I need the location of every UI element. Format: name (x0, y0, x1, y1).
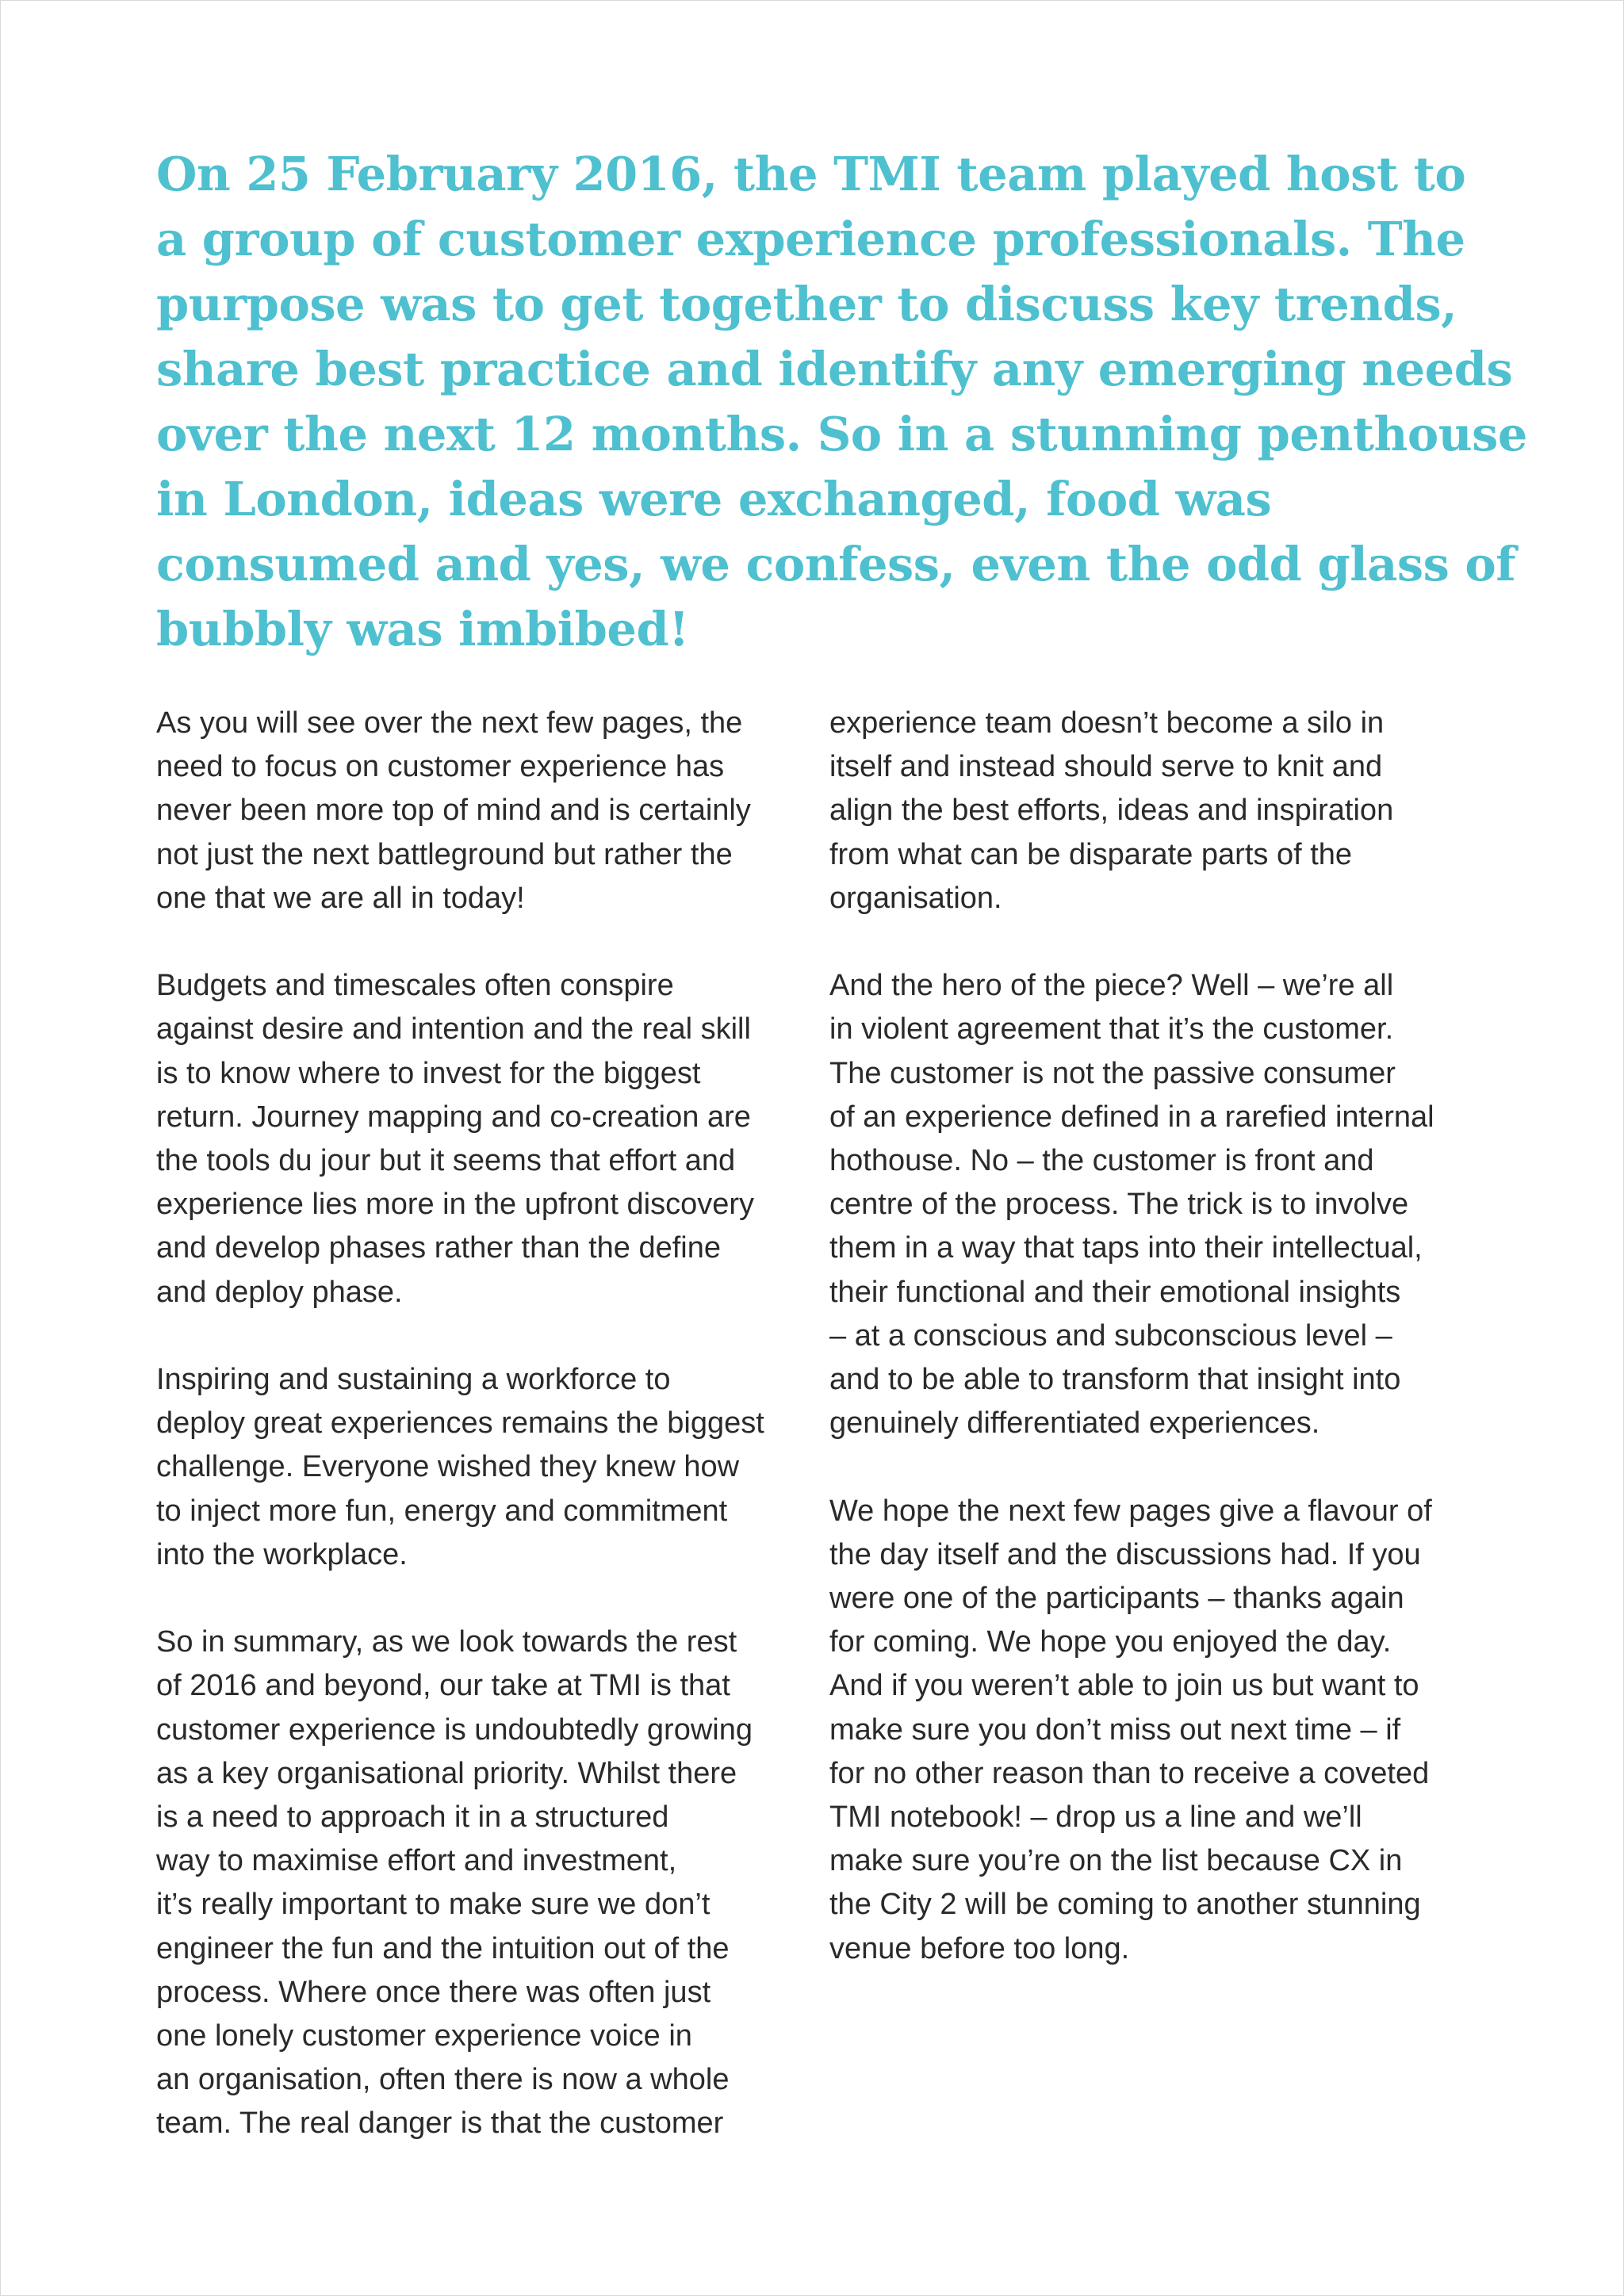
text-line: We hope the next few pages give a flavour of (829, 1494, 1432, 1528)
text-line: in violent agreement that it’s the customer. (829, 1012, 1394, 1047)
text-line: way to maximise effort and investment, (156, 1844, 677, 1878)
text-line: customer experience is undoubtedly growing (156, 1712, 753, 1747)
text-line: So in summary, as we look towards the rest (156, 1625, 737, 1659)
text-line: one lonely customer experience voice in (156, 2019, 692, 2053)
text-line: for no other reason than to receive a coveted (829, 1756, 1430, 1790)
text-line: the day itself and the discussions had. If you (829, 1537, 1421, 1571)
intro-line: purpose was to get together to discuss key trends, (156, 277, 1457, 331)
text-line: is a need to approach it in a structured (156, 1800, 669, 1835)
text-line: process. Where once there was often just (156, 1975, 711, 2009)
text-line: hothouse. No – the customer is front and (829, 1144, 1374, 1178)
text-line: align the best efforts, ideas and inspiration (829, 794, 1394, 828)
intro-line: bubbly was imbibed! (156, 602, 689, 656)
text-line: against desire and intention and the real skill (156, 1012, 751, 1047)
intro-line: On 25 February 2016, the TMI team played host to (156, 147, 1466, 201)
text-line: organisation. (829, 881, 1002, 915)
intro-line: in London, ideas were exchanged, food was (156, 472, 1272, 526)
left-column (156, 702, 806, 2190)
text-line: Budgets and timescales often conspire (156, 969, 674, 1003)
text-line: of an experience defined in a rarefied internal (829, 1100, 1434, 1134)
text-line: from what can be disparate parts of the (829, 837, 1353, 871)
text-line: not just the next battleground but rather the (156, 837, 733, 871)
text-line: deploy great experiences remains the biggest (156, 1406, 764, 1441)
text-line: them in a way that taps into their intellectual, (829, 1231, 1423, 1265)
body-paragraph (829, 964, 1480, 1445)
text-line: and to be able to transform that insight into (829, 1363, 1401, 1397)
text-line: And the hero of the piece? Well – we’re all (829, 969, 1394, 1003)
text-line: never been more top of mind and is certainly (156, 794, 751, 828)
intro-line: share best practice and identify any emerging needs (156, 342, 1513, 396)
text-line: – at a conscious and subconscious level – (829, 1318, 1392, 1353)
text-line: the tools du jour but it seems that effort and (156, 1144, 736, 1178)
text-line: of 2016 and beyond, our take at TMI is that (156, 1669, 730, 1703)
text-line: venue before too long. (829, 1931, 1130, 1965)
intro-line: a group of customer experience professionals. The (156, 212, 1465, 266)
text-line: and deploy phase. (156, 1275, 403, 1309)
right-column (829, 702, 1480, 2015)
text-line: it’s really important to make sure we don’t (156, 1888, 710, 1922)
text-line: As you will see over the next few pages, the (156, 706, 743, 740)
text-line: and develop phases rather than the define (156, 1231, 721, 1265)
body-paragraph (829, 1490, 1480, 1971)
text-line: genuinely differentiated experiences. (829, 1406, 1320, 1441)
intro-line: consumed and yes, we confess, even the odd glass of (156, 537, 1516, 591)
text-line: one that we are all in today! (156, 881, 525, 915)
body-paragraph (156, 1621, 806, 2145)
text-line: experience team doesn’t become a silo in (829, 706, 1385, 740)
text-line: team. The real danger is that the customer (156, 2107, 724, 2141)
text-line: make sure you don’t miss out next time – if (829, 1712, 1401, 1747)
text-line: were one of the participants – thanks again (829, 1582, 1404, 1616)
text-line: Inspiring and sustaining a workforce to (156, 1363, 671, 1397)
text-line: for coming. We hope you enjoyed the day. (829, 1625, 1392, 1659)
text-line: challenge. Everyone wished they knew how (156, 1450, 740, 1484)
body-paragraph (156, 1358, 806, 1577)
text-line: into the workplace. (156, 1537, 408, 1571)
text-line: need to focus on customer experience has (156, 750, 725, 784)
text-line: And if you weren’t able to join us but want to (829, 1669, 1419, 1703)
text-line: to inject more fun, energy and commitment (156, 1494, 728, 1528)
text-line: experience lies more in the upfront discovery (156, 1188, 755, 1222)
body-paragraph (156, 702, 806, 920)
intro-heading (156, 142, 1527, 662)
text-line: return. Journey mapping and co-creation are (156, 1100, 751, 1134)
text-line: is to know where to invest for the biggest (156, 1056, 701, 1090)
text-line: their functional and their emotional insights (829, 1275, 1401, 1309)
body-paragraph (829, 702, 1480, 920)
text-line: itself and instead should serve to knit and (829, 750, 1383, 784)
body-paragraph (156, 964, 806, 1314)
text-line: TMI notebook! – drop us a line and we’ll (829, 1800, 1362, 1835)
text-line: as a key organisational priority. Whilst there (156, 1756, 737, 1790)
text-line: engineer the fun and the intuition out of the (156, 1931, 730, 1965)
text-line: make sure you’re on the list because CX in (829, 1844, 1403, 1878)
text-line: The customer is not the passive consumer (829, 1056, 1396, 1090)
text-line: centre of the process. The trick is to involve (829, 1188, 1409, 1222)
intro-line: over the next 12 months. So in a stunning penthouse (156, 407, 1527, 461)
text-line: the City 2 will be coming to another stunning (829, 1888, 1421, 1922)
text-line: an organisation, often there is now a whole (156, 2063, 730, 2097)
